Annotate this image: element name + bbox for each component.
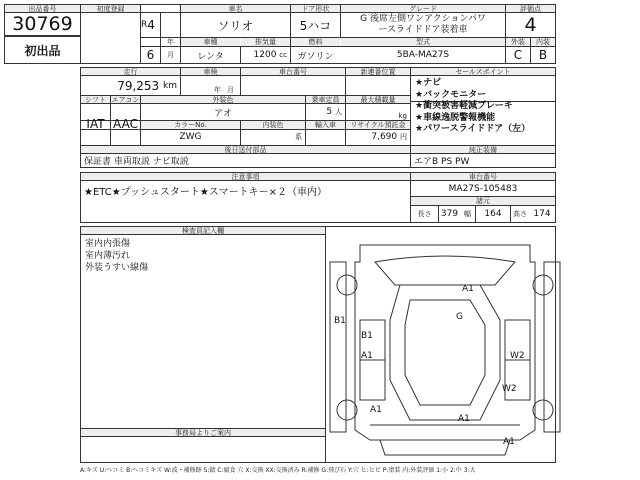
- door-shape: 5ハコ: [299, 18, 332, 33]
- capacity-number: 5: [326, 107, 333, 117]
- mileage-unit: km: [163, 80, 177, 91]
- interior-color-unit: 系: [295, 133, 302, 141]
- inspector-note: 外装うすい線傷: [85, 263, 149, 273]
- aircon-value: AAC: [113, 117, 138, 131]
- genuine-label: 純正装備: [411, 146, 555, 153]
- right-rear-door: [505, 360, 530, 400]
- mileage-label: 走行: [81, 68, 180, 75]
- mark-rear-left: A1: [370, 405, 382, 415]
- left-rear-wheel: [337, 400, 357, 420]
- width-label: 幅: [464, 210, 471, 218]
- cabin-outline: [390, 285, 500, 420]
- color-no-value: ZWG: [179, 132, 202, 142]
- width-value: 164: [484, 209, 502, 219]
- height-value: 174: [533, 209, 551, 219]
- exterior-grade: C: [513, 48, 523, 62]
- car-name: ソリオ: [217, 18, 254, 33]
- frame-no-label: 車台番号: [411, 173, 555, 180]
- fuel-label: 燃料: [291, 38, 340, 46]
- capacity-unit: 人: [335, 108, 342, 116]
- selling-point: ★車線逸脱警報機能: [415, 112, 496, 123]
- color-value: アオ: [214, 108, 232, 119]
- recycle-label: リサイクル預託金: [346, 121, 410, 129]
- selling-points-label: セールスポイント: [411, 68, 555, 75]
- length-label: 長さ: [417, 210, 432, 218]
- import-label: 輸入車: [306, 121, 345, 129]
- score-value: 4: [524, 14, 537, 36]
- office-notes-label: 事務局よりご案内: [81, 429, 325, 436]
- first-reg-label: 初度登録: [81, 5, 140, 12]
- left-front-wheel: [337, 275, 357, 295]
- exterior-label: 外装: [506, 38, 530, 46]
- vehicle-type-label: 車種: [181, 38, 240, 46]
- mark-roof: G: [456, 312, 463, 322]
- mark-left-front-door: B1: [361, 331, 373, 341]
- inspector-notes-label: 検査員記入欄: [81, 227, 325, 234]
- first-listing-badge: 初出品: [24, 43, 61, 58]
- aircon-label: エアコン: [111, 96, 140, 103]
- vehicle-type: レンタ: [197, 51, 224, 62]
- model-type-label: 型式: [341, 38, 505, 46]
- score-label: 評価点: [506, 5, 555, 12]
- load-label: 最大積載量: [346, 96, 410, 103]
- lot-number: 30769: [12, 13, 73, 35]
- mark-rear-right: A1: [458, 414, 470, 424]
- grade-label: グレード: [341, 5, 505, 12]
- frame-no-value: MA27S-105483: [448, 183, 518, 194]
- mark-front: A1: [462, 284, 474, 294]
- right-rear-wheel: [533, 400, 553, 420]
- shaken-label: 車検: [181, 68, 240, 75]
- left-rear-door: [360, 360, 385, 400]
- inspector-note: 室内薄汚れ: [85, 251, 131, 261]
- chassis-label: 車台番号: [241, 68, 345, 75]
- interior-grade: B: [538, 48, 548, 62]
- model-type: 5BA-MA27S: [396, 50, 450, 60]
- mark-rear-bumper: A1: [503, 437, 515, 447]
- dimensions-label: 諸元: [411, 197, 555, 205]
- shift-value: IAT: [86, 117, 105, 131]
- height-label: 高さ: [513, 210, 527, 218]
- body-outline: [355, 245, 535, 440]
- year-unit: 年: [167, 38, 174, 46]
- mark-right-rear: W2: [502, 384, 517, 394]
- legend-footer: A:キズ U:ヘコミ B:ヘコミキズ W:波・補修跡 S:錆 C:腐食 穴 X:交換 XX:交換済み R:補修 G:飛び石 Y:穴 ヒ:ヒビ P:塗装 内:外装評価 1:小 2:中 3:大: [80, 467, 476, 474]
- month-unit: 月: [167, 51, 174, 59]
- fuel-value: ガソリン: [297, 51, 334, 62]
- recycle-unit: 円: [400, 133, 407, 141]
- selling-point: ★衝突被害軽減ブレーキ: [415, 101, 513, 111]
- load-unit: kg: [398, 112, 407, 120]
- selling-point: ★バックモニター: [415, 89, 487, 100]
- shaken-month-unit: 月: [227, 85, 234, 94]
- plate-location-label: 新連番位置: [346, 68, 410, 75]
- interior-color-label: 内装色: [241, 121, 305, 129]
- shift-label: シフト: [81, 96, 110, 103]
- reg-month: 6: [146, 48, 155, 62]
- equipment-label: 後日送付部品: [81, 146, 410, 153]
- grade-line-2: ースライドドア装着車: [378, 25, 468, 35]
- hood: [375, 256, 515, 285]
- selling-point: ★ナビ: [415, 78, 442, 88]
- interior-label: 内装: [531, 38, 555, 46]
- genuine-value: エアB PS PW: [414, 157, 470, 167]
- displacement-number: 1200: [253, 50, 277, 60]
- selling-point: ★パワースライドドア（左）: [415, 124, 531, 134]
- capacity-label: 乗車定員: [306, 96, 345, 103]
- inspector-note: 室内内張傷: [85, 239, 131, 249]
- color-label: 外装色: [141, 96, 305, 103]
- lot-no-label: 出品番号: [5, 5, 80, 12]
- car-name-label: 車名: [181, 5, 290, 12]
- color-no-label: カラーNo.: [141, 121, 240, 129]
- reg-year: 4: [147, 18, 155, 32]
- mark-left-rear-door: A1: [361, 351, 373, 361]
- displacement-unit: cc: [279, 51, 287, 59]
- rear-bumper: [380, 440, 510, 455]
- mark-right-front-door: W2: [510, 351, 525, 361]
- notes-label: 注意事項: [81, 173, 410, 180]
- shaken-year-unit: 年: [214, 85, 221, 94]
- mark-left-side: B1: [334, 316, 346, 326]
- length-value: 379: [440, 209, 459, 219]
- equipment-value: 保証書 車両取説 ナビ取説: [84, 157, 189, 167]
- notes-value: ★ETC★プッシュスタート★スマートキー×２（車内）: [84, 186, 327, 198]
- mileage-number: 79,253: [117, 78, 160, 93]
- roof-outline: [405, 300, 485, 405]
- recycle-number: 7,690: [371, 132, 398, 142]
- door-label: ドア形状: [291, 5, 340, 12]
- grade-line-1: G 後席左側ワンアクションパワ: [360, 14, 486, 24]
- displacement-label: 排気量: [241, 38, 290, 46]
- era: R: [141, 20, 148, 30]
- right-front-wheel: [533, 275, 553, 295]
